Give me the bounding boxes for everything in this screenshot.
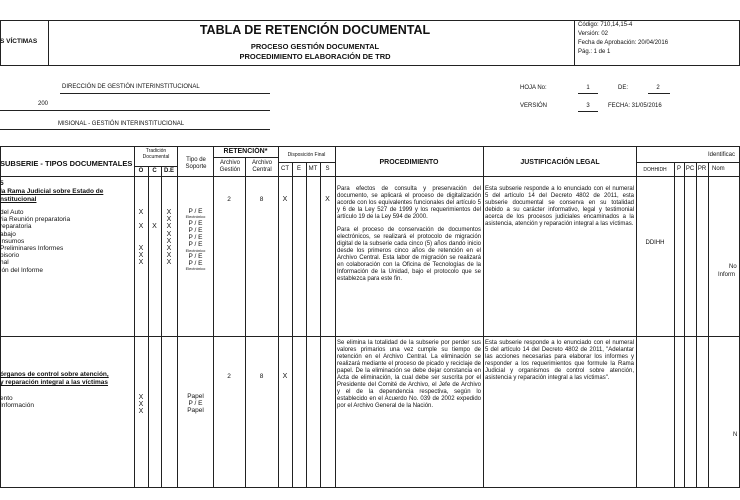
procedure-paragraph: Para el proceso de conservación de documentos electrónicos, se realizará el protocolo de migración digital de la subserie cada cinco (5) años dando inicio desde los primeros cinco años de retención en el Archivo Central. Esta labor de migración se realizará en colaboración con la Oficina de Tecnologías de la Información de la Unidad, bajo el protocolo que se establezca para este fin. (337, 227, 481, 282)
soporte-value: Electrónico (185, 247, 206, 253)
trad-mark (134, 231, 148, 238)
disp-line-1 (292, 162, 293, 488)
process-line (0, 129, 270, 130)
col-line-8 (636, 146, 637, 488)
row1-title-a: la Rama Judicial sobre Estado de (0, 188, 104, 195)
row2-archivo-central: 8 (259, 373, 264, 380)
row1-number: 5 (0, 180, 4, 187)
row1-doc-list (0, 209, 133, 274)
col-header-soporte: Tipo de Soporte (185, 157, 207, 170)
hdr-sub-line-disp (278, 162, 335, 163)
trad-mark: X (152, 223, 157, 231)
list-item: ria Reunión preparatoria (0, 216, 71, 224)
ident-sub-pc: PC (685, 166, 695, 172)
row1-archivo-gestion: 2 (227, 196, 231, 203)
trad-mark (148, 231, 161, 238)
row2-justificacion: Esta subserie responde a lo enunciado con el numeral 5 del artículo 14 del Decreto 4802 de 2011, "Adelantar las acciones necesarias para elaborar los informes y responder a los requerimientos que formule la Rama Judicial y organismos de control sobre atención, asistencia y reparación integral a las víctimas". (485, 340, 634, 381)
disp-sub-mt: MT (308, 166, 318, 172)
trad-mark: X (138, 252, 144, 260)
list-item: del Auto (0, 209, 24, 216)
of-value: 2 (656, 85, 660, 91)
row1-title-b: nstitucional (0, 196, 37, 203)
procedure-subtitle: PROCEDIMIENTO ELABORACIÓN DE TRD (239, 52, 391, 61)
trad-mark: X (138, 394, 144, 401)
list-item: reparatoria (0, 223, 32, 231)
trad-mark: X (166, 216, 172, 224)
disp-sub-ct: CT (281, 166, 289, 172)
col-header-archivo-central: Archivo Central (251, 160, 272, 173)
row1-procedimiento (337, 186, 481, 283)
soporte-value: Electrónico (185, 266, 206, 272)
soporte-value: P / E (188, 400, 203, 408)
list-item: Información (0, 402, 34, 410)
hdr-sub-line-ret (213, 157, 278, 158)
col-line-7 (483, 146, 484, 488)
row1-disp-ct: X (282, 196, 288, 203)
trad-mark: X (166, 230, 172, 238)
page-number: Pág.: 1 de 1 (578, 49, 611, 55)
soporte-value: P / E (188, 234, 203, 242)
row2-disp-ct: X (282, 373, 288, 380)
process-subtitle: PROCESO GESTIÓN DOCUMENTAL (250, 42, 380, 51)
col-header-identificacion: Identificac (708, 152, 736, 158)
trad-mark (134, 238, 148, 245)
list-item: nal (0, 259, 9, 267)
list-item: ión del Informe (0, 266, 43, 274)
list-item: pisorio (0, 252, 20, 260)
col-header-justificacion: JUSTIFICACIÓN LEGAL (520, 159, 600, 166)
soporte-value: P / E (188, 241, 203, 249)
ident-sub-pr: PR (697, 166, 707, 172)
of-label: DE: (618, 85, 629, 91)
code-line (0, 110, 270, 111)
procedure-paragraph: Para efectos de consulta y preservación del documento, se aplicará el proceso de digitalización acorde con los equivalentes funcionales del artículo 5 y 6 de la Ley 527 de 1999 y los requerimientos del artículo 19 de la Ley 594 de 2000. (337, 186, 481, 220)
col-header-serie: SUBSERIE - TIPOS DOCUMENTALES (0, 159, 133, 168)
hdr-sub-line-trad (134, 166, 177, 167)
trad-mark (148, 245, 161, 252)
dependency-code: 200 (38, 101, 49, 107)
list-item: abajo (0, 230, 16, 238)
header-bottom-line (0, 176, 740, 177)
col-line-4 (245, 157, 246, 488)
disp-sub-s: S (325, 166, 330, 172)
dependency-name: DIRECCIÓN DE GESTIÓN INTERINSTITUCIONAL (62, 84, 200, 90)
sheet-label: HOJA No: (520, 85, 547, 91)
row1-archivo-central: 8 (259, 196, 264, 203)
list-item: Preliminares Informes (0, 245, 64, 253)
trad-mark: X (166, 223, 172, 231)
trad-sub-c: C (152, 168, 157, 174)
row1-ident-nom1: No (729, 264, 737, 270)
row1-ident-code: DDIHH (645, 240, 665, 246)
trad-mark: X (138, 223, 144, 231)
soporte-value: Electrónico (185, 214, 206, 220)
col-line-1 (134, 146, 135, 488)
hdr-sub-line-ident (636, 162, 740, 163)
ident-sub-nom: Nom (712, 166, 725, 172)
soporte-value: Papel (187, 393, 204, 400)
col-header-retencion: RETENCIÓN* (223, 148, 268, 155)
list-item: insumos (0, 237, 25, 245)
date-label: FECHA: 31/05/2016 (608, 103, 662, 109)
trad-mark (148, 238, 161, 245)
doc-code: Código: 710,14,15-4 (578, 22, 633, 28)
row2-doc-list (0, 395, 133, 409)
row2-trad-marks (134, 394, 177, 416)
header-divider-right (574, 20, 576, 66)
trad-mark: X (166, 237, 172, 245)
col-line-6 (335, 146, 336, 488)
dependency-line (60, 93, 270, 94)
trad-mark (148, 252, 161, 259)
trad-sub-de: D.E (163, 168, 174, 174)
col-header-procedimiento: PROCEDIMIENTO (379, 159, 439, 166)
header-divider-left (48, 20, 50, 66)
doc-version: Versión: 02 (578, 31, 609, 37)
row1-disp-s: X (325, 196, 330, 203)
version-label: VERSIÓN (520, 103, 548, 109)
soporte-value: P / E (188, 219, 203, 227)
trad-mark: X (138, 244, 144, 252)
col-header-tradicion: Tradición Documental (142, 148, 170, 160)
row1-soporte (178, 208, 213, 272)
soporte-value: P / E (188, 226, 203, 234)
soporte-value: Papel (187, 407, 204, 415)
ident-line-4 (708, 162, 709, 488)
ident-sub-p: P (676, 166, 681, 172)
row2-archivo-gestion: 2 (227, 373, 231, 380)
ident-sub-code: DOHHIDH (643, 167, 667, 173)
page-title: TABLA DE RETENCIÓN DOCUMENTAL (199, 23, 431, 37)
row1-ident-nom2: Inform (718, 272, 736, 278)
row1-trad-marks (134, 209, 177, 267)
trad-mark: X (138, 408, 144, 416)
soporte-value: P / E (188, 253, 203, 261)
version-value: 3 (586, 103, 590, 109)
trad-mark: X (166, 244, 172, 252)
list-item: ento (0, 395, 13, 402)
col-header-archivo-gestion: Archivo Gestión (219, 160, 241, 173)
row-separator (0, 336, 740, 337)
row2-soporte (178, 393, 213, 415)
row1-justificacion: Esta subserie responde a lo enunciado con el numeral 5 del artículo 14 del Decreto 4802 de 2011, esta subserie documental se conserva en su totalidad debido a su carácter informativo, legal y testimonial acerca de los procesos judiciales encaminados a la asistencia, atención y reparación integral a las víctimas. (485, 186, 634, 227)
row2-title-a: órganos de control sobre atención, (0, 371, 109, 378)
trad-mark: X (166, 259, 172, 267)
soporte-value: P / E (188, 208, 203, 215)
soporte-value: P / E (188, 260, 203, 268)
col-line-2 (177, 146, 178, 488)
trad-mark: X (166, 209, 172, 216)
trad-sub-o: O (138, 168, 144, 174)
trad-mark: X (138, 259, 144, 267)
row2-procedimiento: Se elimina la totalidad de la subserie por perder sus valores primarios una vez cumple su tiempo de retención en el Archivo Central. La eliminación se realizará mediante el proceso de picado y reciclaje de papel. De la eliminación se debe dejar constancia en Acta de eliminación, la cual debe ser suscrita por el Presidente del Comité de Archivo, el Jefe de Archivo y el de la dependencia respectiva, según lo establecido en el Acuerdo No. 039 de 2002 expedido por el Archivo General de la Nación. (337, 340, 481, 409)
sheet-value: 1 (586, 85, 590, 91)
trad-mark (148, 209, 161, 216)
ident-line-2 (684, 162, 685, 488)
trad-mark: X (138, 401, 144, 409)
trad-mark (148, 259, 161, 266)
sheet-underline (578, 93, 598, 94)
disp-line-3 (320, 162, 321, 488)
process-name: MISIONAL - GESTIÓN INTERINSTITUCIONAL (58, 121, 185, 127)
trad-mark (134, 216, 148, 223)
row2-title-b: y reparación integral a las víctimas (0, 379, 109, 386)
version-underline (578, 111, 598, 112)
ident-line-1 (674, 162, 675, 488)
disp-line-2 (306, 162, 307, 488)
trad-mark (148, 216, 161, 223)
of-underline (648, 93, 670, 94)
trad-mark: X (166, 252, 172, 260)
trad-mark: X (138, 209, 144, 216)
row2-ident-nom1: N (733, 432, 738, 438)
approval-date: Fecha de Aprobación: 20/04/2016 (578, 40, 669, 46)
disp-sub-e: E (296, 166, 301, 172)
col-header-disposicion: Disposición Final (287, 152, 326, 158)
entity-name: S VÍCTIMAS (0, 38, 38, 45)
ident-line-3 (696, 162, 697, 488)
